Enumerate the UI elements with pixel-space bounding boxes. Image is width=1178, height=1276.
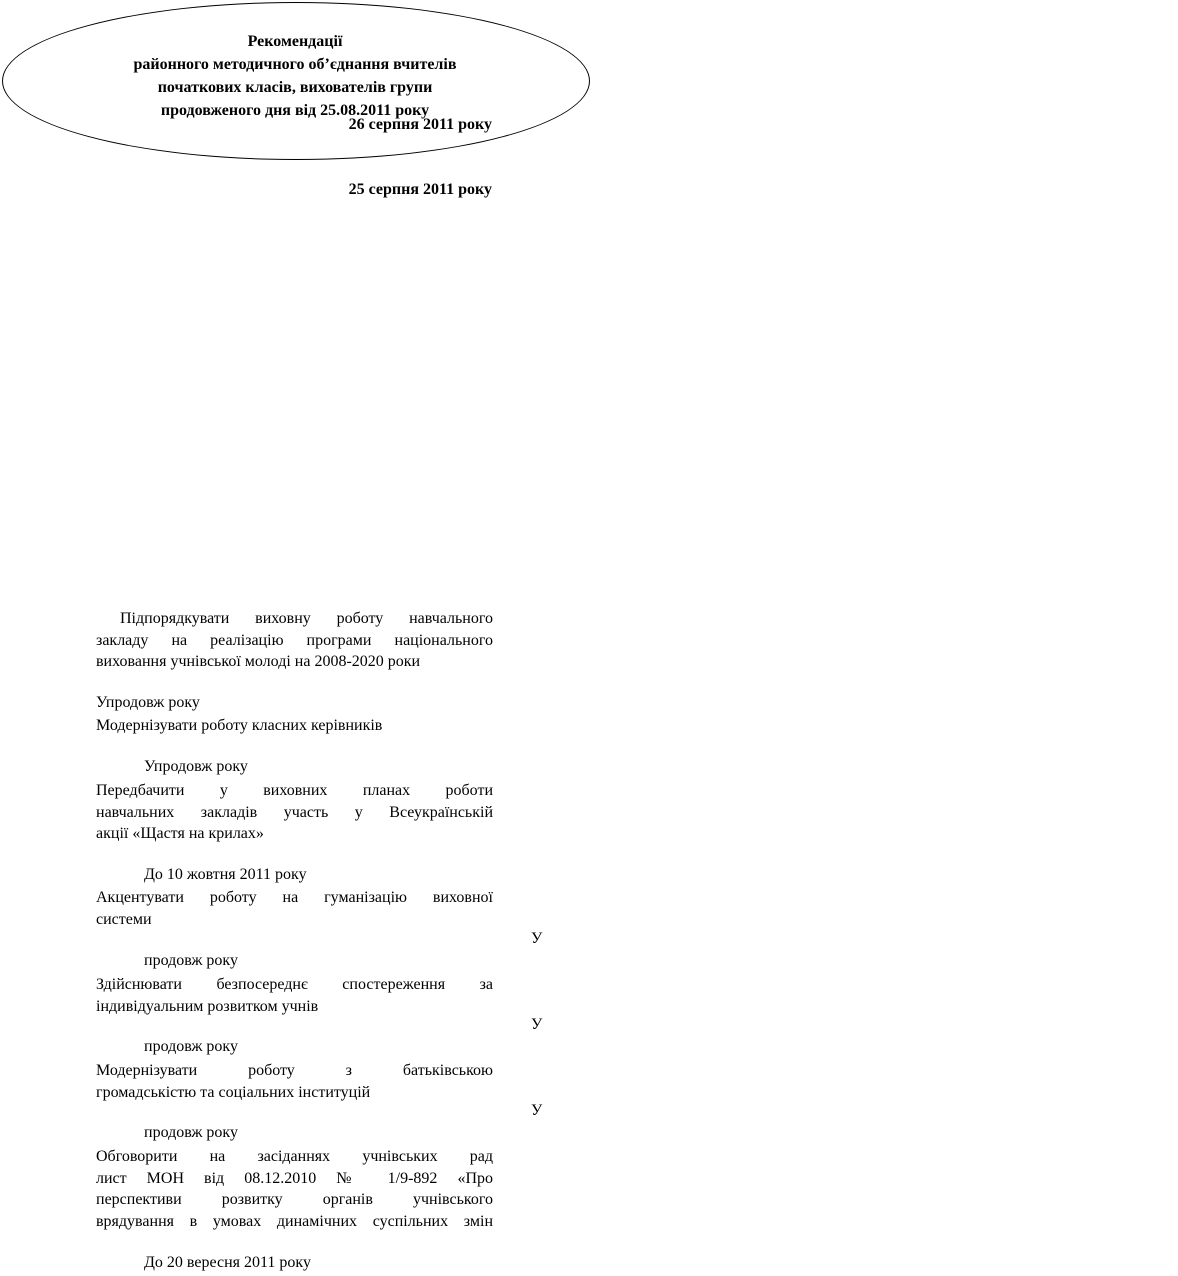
- recommendation-item: [96, 1060, 493, 1103]
- item-line: Підпорядкувати виховну роботу навчального: [120, 610, 493, 627]
- title-line: районного методичного об’єднання вчителів: [133, 56, 457, 73]
- title-line: початкових класів, вихователів групи: [157, 79, 433, 96]
- item-term: До 10 жовтня 2011 року: [144, 866, 307, 883]
- item-term: продовж року: [144, 952, 238, 969]
- side-letter: У: [531, 930, 543, 947]
- item-line: акції «Щастя на крилах»: [96, 825, 264, 842]
- item-line: лист МОН від 08.12.2010 № 1/9-892 «Про: [96, 1169, 493, 1187]
- date-26-august: 26 серпня 2011 року: [348, 116, 492, 133]
- recommendation-item: [96, 1146, 493, 1232]
- side-letter: У: [531, 1102, 543, 1119]
- item-term: продовж року: [144, 1124, 238, 1141]
- title-line: продовженого дня від 25.08.2011 року: [160, 102, 430, 119]
- item-line: врядування в умовах динамічних суспільних змін: [96, 1212, 493, 1230]
- item-line: громадськістю та соціальних інституцій: [96, 1083, 371, 1101]
- item-term: Упродовж року: [144, 758, 248, 775]
- recommendation-item: [96, 608, 493, 673]
- item-term: продовж року: [144, 1038, 238, 1055]
- item-line: індивідуальним розвитком учнів: [96, 997, 319, 1015]
- title-line: Рекомендації: [247, 33, 343, 50]
- item-line: Здійснювати безпосереднє спостереження за: [96, 976, 493, 993]
- item-line: системи: [96, 910, 152, 928]
- item-term: До 20 вересня 2011 року: [144, 1254, 311, 1271]
- item-term: Упродовж року: [96, 694, 200, 711]
- date-25-august: 25 серпня 2011 року: [348, 181, 492, 198]
- item-line: виховання учнівської молоді на 2008-2020 роки: [96, 653, 421, 670]
- recommendation-item: [96, 780, 493, 845]
- item-line: закладу на реалізацію програми національного: [96, 631, 493, 649]
- recommendation-item: [96, 715, 493, 737]
- item-line: Модернізувати роботу класних керівників: [96, 717, 383, 734]
- recommendation-item: [96, 887, 493, 930]
- document-title: [40, 30, 550, 122]
- item-line: перспективи розвитку органів учнівського: [96, 1191, 493, 1208]
- recommendation-item: [96, 974, 493, 1017]
- item-line: Передбачити у виховних планах роботи: [96, 782, 493, 799]
- item-line: Обговорити на засіданнях учнівських рад: [96, 1148, 493, 1165]
- side-letter: У: [531, 1016, 543, 1033]
- item-line: навчальних закладів участь у Всеукраїнській: [96, 803, 493, 821]
- item-line: Модернізувати роботу з батьківською: [96, 1062, 493, 1079]
- item-line: Акцентувати роботу на гуманізацію виховної: [96, 889, 493, 906]
